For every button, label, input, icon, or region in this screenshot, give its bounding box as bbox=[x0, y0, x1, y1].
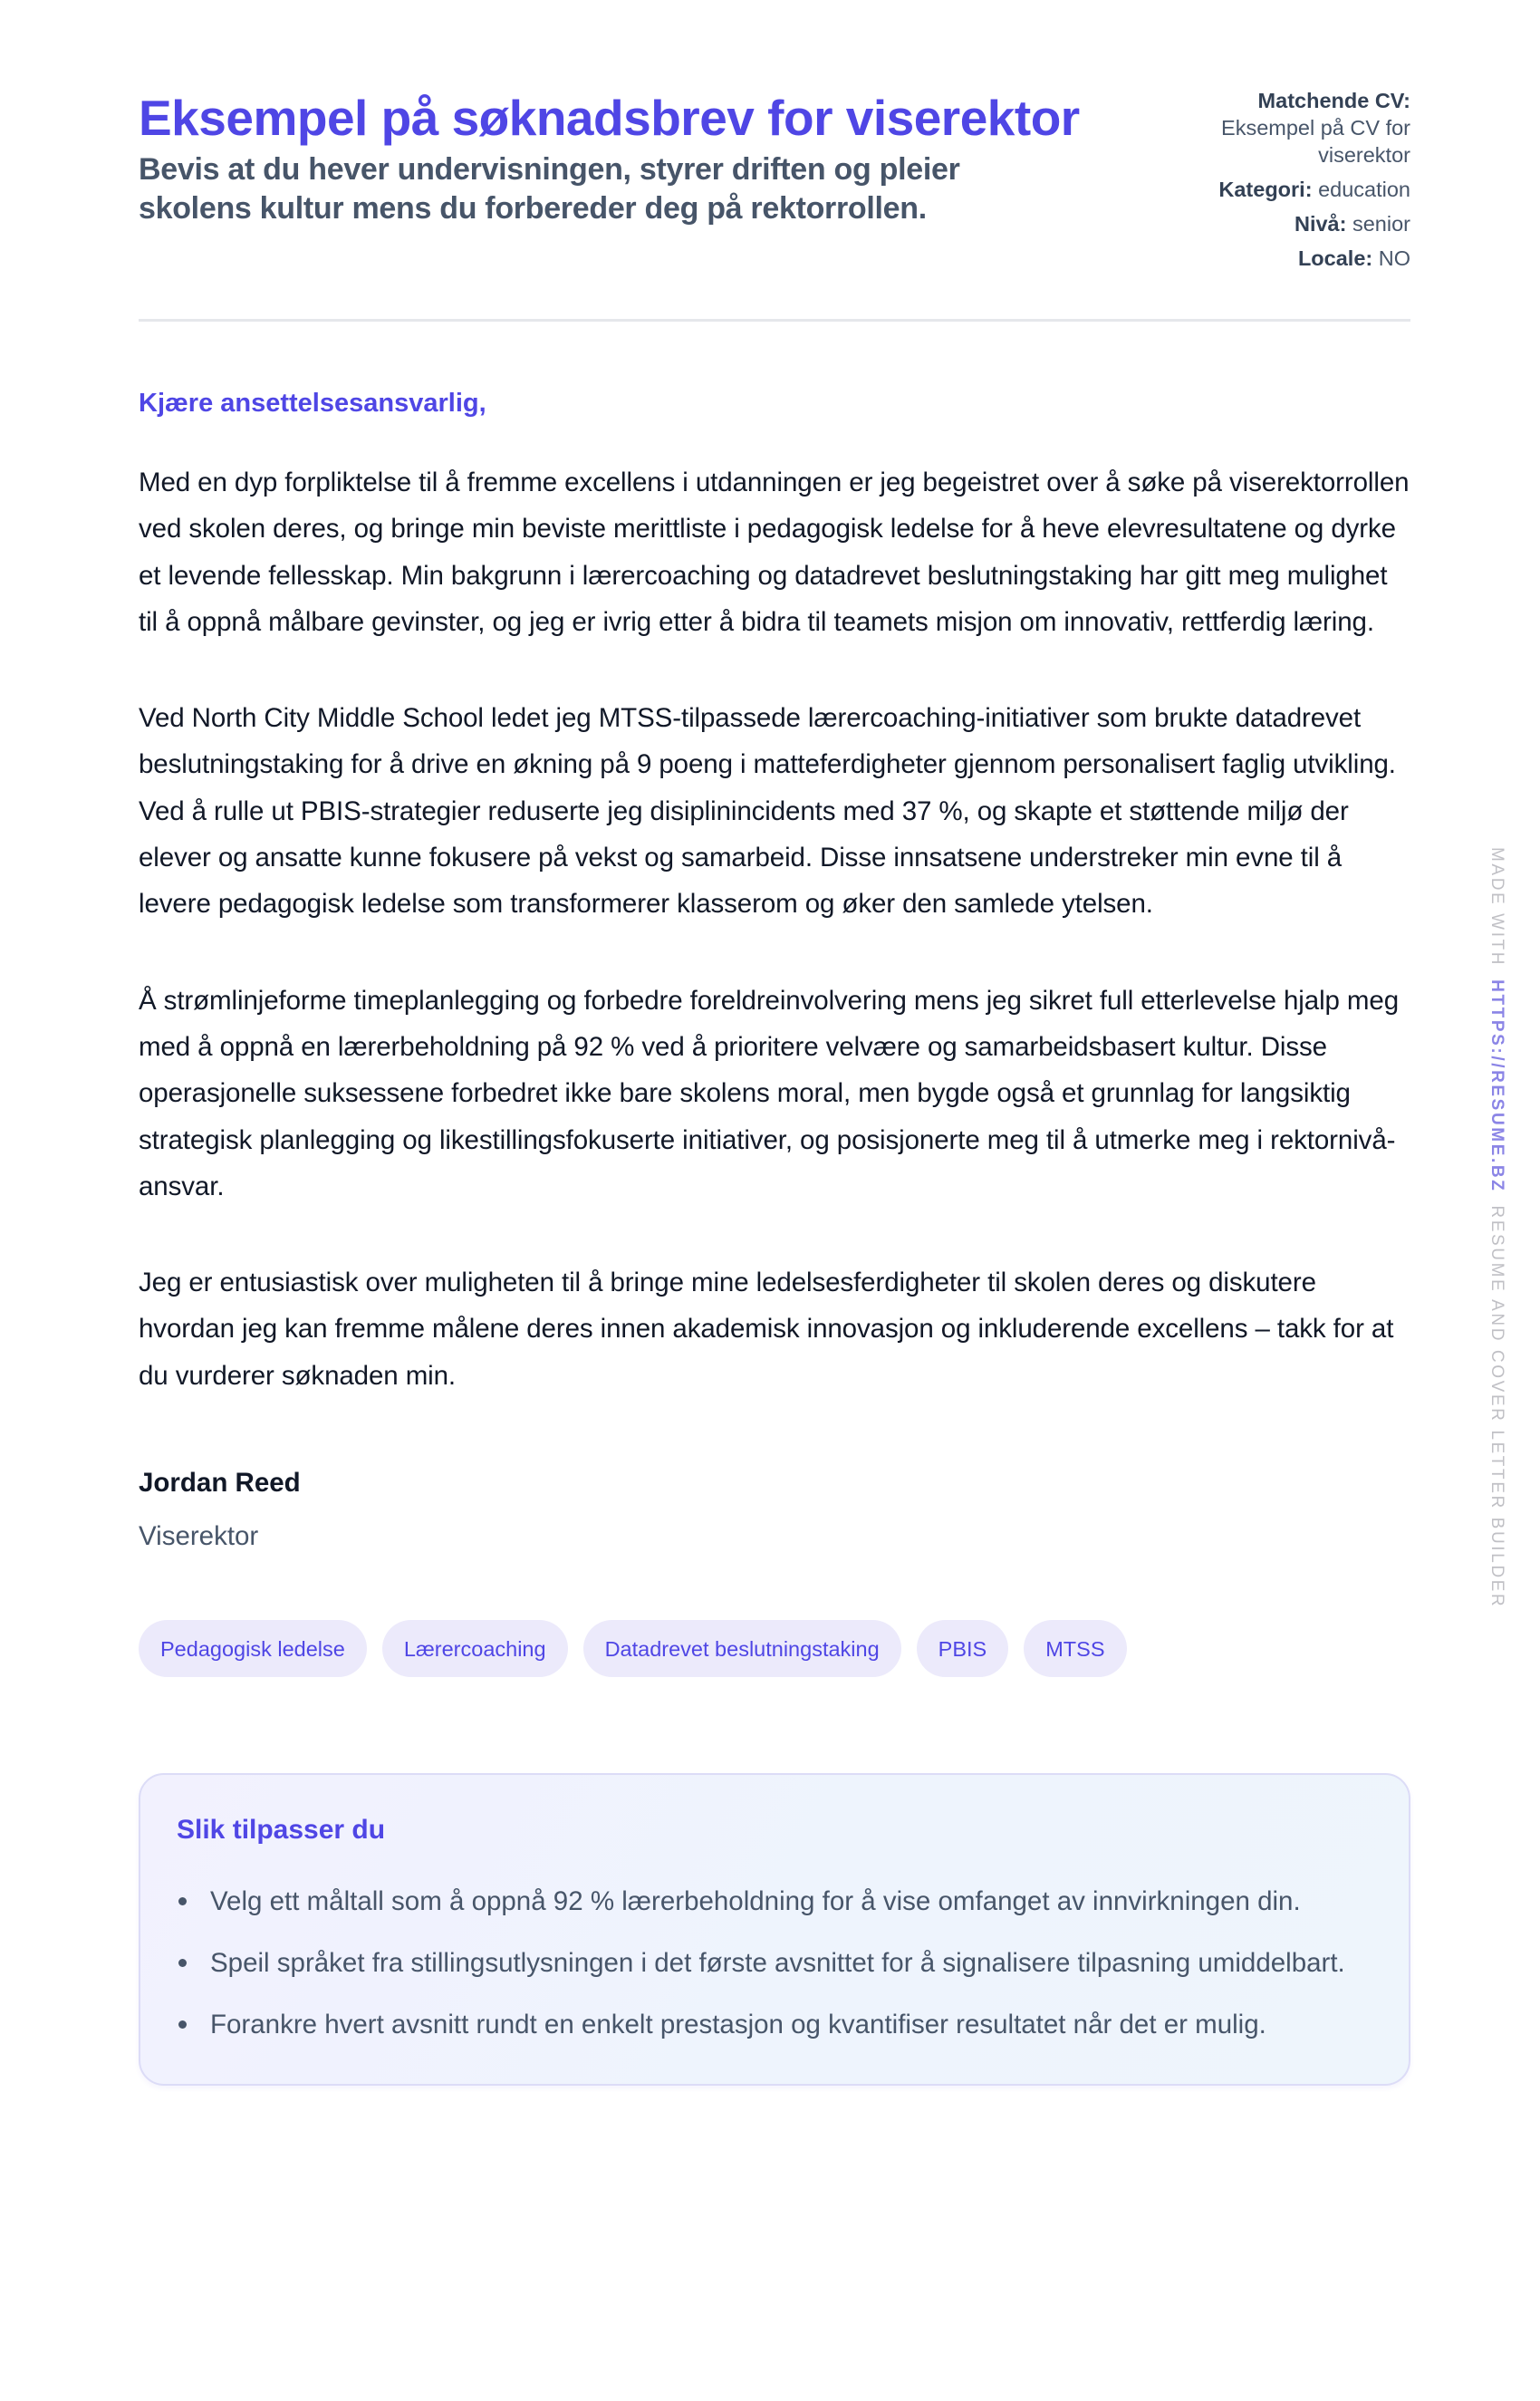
tips-list bbox=[177, 1878, 1372, 2048]
meta-category-label: Kategori: bbox=[1218, 178, 1313, 201]
meta-matching-cv-label: Matchende CV: bbox=[1257, 89, 1410, 112]
bullet-icon bbox=[178, 1959, 187, 1967]
tips-list-item bbox=[177, 2001, 1372, 2048]
bullet-icon bbox=[178, 2020, 187, 2029]
meta-locale bbox=[1175, 245, 1410, 272]
tips-item-text: Speil språket fra stillingsutlysningen i det første avsnittet for å signalisere tilpasning umiddelbart. bbox=[210, 1948, 1345, 1979]
meta-category bbox=[1175, 176, 1410, 203]
side-credit-prefix: MADE WITH bbox=[1487, 847, 1506, 968]
page-subtitle: Bevis at du hever undervisningen, styrer driften og pleier skolens kultur mens du forbereder deg på rektorrollen. bbox=[139, 152, 960, 226]
bullet-icon bbox=[178, 1897, 187, 1905]
tips-item-text: Forankre hvert avsnitt rundt en enkelt prestasjon og kvantifiser resultatet når det er mulig. bbox=[210, 2010, 1266, 2040]
letter-body bbox=[139, 387, 1410, 1553]
letter-paragraph: Med en dyp forpliktelse til å fremme excellens i utdanningen er jeg begeistret over å søke på viserektorrollen ved skolen deres, og bringe min beviste merittliste i pedagogisk ledelse for å heve elevresultatene og dyrke et levende fellesskap. Min bakgrunn i lærercoaching og datadrevet beslutningstaking har gitt meg mulighet til å oppnå målbare gevinster, og jeg er ivrig etter å bidra til teamets misjon om innovativ, rettferdig læring. bbox=[139, 468, 1410, 637]
skill-tag[interactable]: Pedagogisk ledelse bbox=[139, 1620, 367, 1677]
cover-letter-page bbox=[139, 0, 1410, 2086]
header-titles bbox=[139, 87, 1081, 228]
page-header bbox=[139, 0, 1410, 322]
tips-box bbox=[139, 1773, 1410, 2086]
tips-list-item bbox=[177, 1878, 1372, 1924]
signature-name: Jordan Reed bbox=[139, 1468, 301, 1499]
letter-paragraph: Jeg er entusiastisk over muligheten til å bringe mine ledelsesferdigheter til skolen deres og diskutere hvordan jeg kan fremme målene deres innen akademisk innovasjon og inkluderende excellens – takk for at du vurderer søknaden min. bbox=[139, 1268, 1394, 1391]
signature-title: Viserektor bbox=[139, 1521, 259, 1552]
tips-item-text: Velg ett måltall som å oppnå 92 % lærerbeholdning for å vise omfanget av innvirkningen din. bbox=[210, 1886, 1301, 1917]
salutation: Kjære ansettelsesansvarlig, bbox=[139, 389, 486, 418]
skill-tag[interactable]: PBIS bbox=[917, 1620, 1009, 1677]
meta-panel bbox=[1175, 87, 1410, 279]
meta-level-label: Nivå: bbox=[1294, 212, 1347, 236]
skill-tags bbox=[139, 1620, 1410, 1677]
meta-level-value: senior bbox=[1352, 212, 1410, 236]
side-credit-text bbox=[1486, 847, 1507, 1608]
meta-level bbox=[1175, 210, 1410, 237]
skill-tag[interactable]: Lærercoaching bbox=[382, 1620, 568, 1677]
meta-matching-cv-value[interactable]: Eksempel på CV for viserektor bbox=[1221, 116, 1410, 167]
side-credit bbox=[1486, 847, 1513, 1609]
side-credit-suffix: RESUME AND COVER LETTER BUILDER bbox=[1487, 1205, 1506, 1609]
tips-title: Slik tilpasser du bbox=[177, 1815, 386, 1846]
skill-tag[interactable]: Datadrevet beslutningstaking bbox=[583, 1620, 901, 1677]
letter-paragraphs bbox=[139, 459, 1410, 1399]
tips-list-item bbox=[177, 1940, 1372, 1986]
page-title: Eksempel på søknadsbrev for viserektor bbox=[139, 90, 1080, 146]
meta-locale-value: NO bbox=[1378, 246, 1410, 270]
letter-paragraph: Å strømlinjeforme timeplanlegging og forbedre foreldreinvolvering mens jeg sikret full etterlevelse hjalp meg med å oppnå en lærerbeholdning på 92 % ved å prioritere velvære og samarbeidsbasert kultur. Disse operasjonelle suksessene forbedret ikke bare skolens moral, men bygde også et grunnlag for langsiktig strategisk planlegging og likestillingsfokuserte initiativer, og posisjonerte meg til å utmerke meg i rektornivå-ansvar. bbox=[139, 985, 1400, 1201]
meta-matching-cv bbox=[1175, 87, 1410, 169]
letter-paragraph: Ved North City Middle School ledet jeg MTSS-tilpassede lærercoaching-initiativer som brukte datadrevet beslutningstaking for å drive en økning på 9 poeng i matteferdigheter gjennom personalisert faglig utvikling. Ved å rulle ut PBIS-strategier reduserte jeg disiplinincidents med 37 %, og skapte et støttende miljø der elever og ansatte kunne fokusere på vekst og samarbeid. Disse innsatsene understreker min evne til å levere pedagogisk ledelse som transformerer klasserom og øker den samlede ytelsen. bbox=[139, 703, 1396, 920]
meta-locale-label: Locale: bbox=[1297, 246, 1373, 270]
signature-block bbox=[139, 1467, 1410, 1553]
meta-category-value: education bbox=[1318, 178, 1410, 201]
skill-tag[interactable]: MTSS bbox=[1024, 1620, 1126, 1677]
side-credit-link[interactable]: HTTPS://RESUME.BZ bbox=[1487, 979, 1506, 1193]
